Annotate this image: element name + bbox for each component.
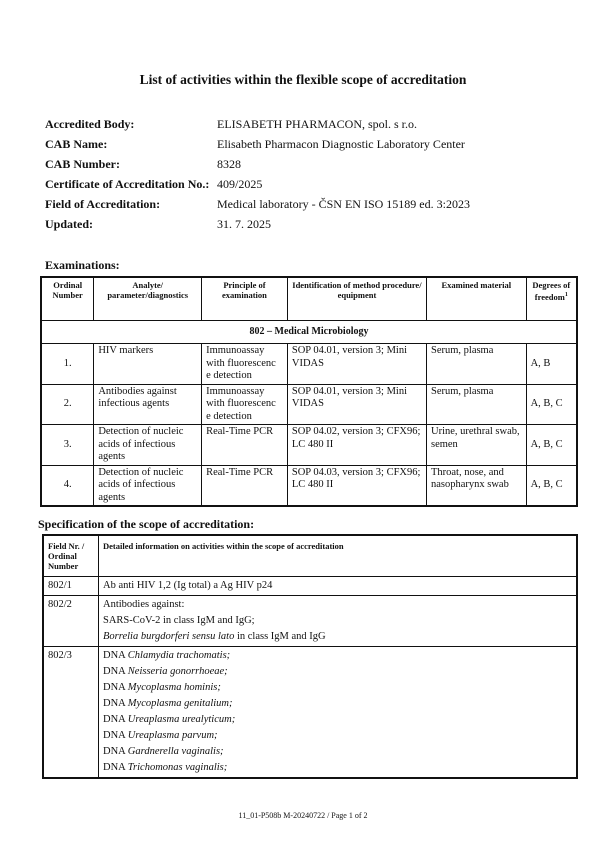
species-name: Ureaplasma urealyticum; (127, 714, 236, 725)
material-cell: Urine, urethral swab, semen (426, 425, 526, 466)
meta-row (45, 136, 470, 156)
examinations-heading: Examinations: (45, 258, 120, 272)
ordinal-cell: 1. (41, 344, 94, 385)
specification-table (42, 534, 578, 779)
detail-cell (99, 577, 578, 596)
line-prefix: DNA (103, 682, 128, 693)
footnote-marker: 1 (564, 292, 568, 298)
col-header-analyte: Analyte/ parameter/diagnostics (94, 277, 202, 321)
col-header-degrees (526, 277, 577, 321)
col-header-method: Identification of method procedure/ equipment (287, 277, 426, 321)
material-cell: Serum, plasma (426, 384, 526, 425)
meta-key: Certificate of Accreditation No.: (45, 177, 210, 191)
table-row (41, 344, 577, 385)
table-row (41, 425, 577, 466)
meta-row (45, 176, 470, 196)
meta-row (45, 196, 470, 216)
meta-value: ELISABETH PHARMACON, spol. s r.o. (217, 117, 418, 131)
detail-line (103, 613, 572, 629)
degrees-label: Degrees of freedom (532, 280, 571, 302)
meta-value: 409/2025 (217, 177, 263, 191)
line-prefix: DNA (103, 762, 128, 773)
analyte-cell: HIV markers (94, 344, 202, 385)
detail-line (103, 744, 572, 760)
meta-key: Field of Accreditation: (45, 197, 161, 211)
table-row (43, 596, 577, 647)
field-number-cell: 802/2 (43, 596, 99, 647)
line-text: Ab anti HIV 1,2 (Ig total) a Ag HIV p24 (103, 580, 273, 591)
method-cell: SOP 04.02, version 3; CFX96; LC 480 II (287, 425, 426, 466)
meta-row (45, 116, 470, 136)
document-title: List of activities within the flexible scope of accreditation (139, 72, 467, 87)
principle-cell: Immunoassay with fluorescenc e detection (202, 384, 288, 425)
page-footer: 11_01-P508b M-20240722 / Page 1 of 2 (238, 811, 368, 820)
principle-cell: Real-Time PCR (202, 425, 288, 466)
specification-heading: Specification of the scope of accreditation: (38, 517, 255, 531)
line-prefix: DNA (103, 650, 128, 661)
field-number-cell: 802/1 (43, 577, 99, 596)
detail-line (103, 728, 572, 744)
line-text: Antibodies against: (103, 599, 185, 610)
field-number-cell: 802/3 (43, 647, 99, 779)
meta-row (45, 216, 470, 236)
detail-line (103, 760, 572, 776)
table-header-row (41, 277, 577, 321)
degrees-cell: A, B, C (526, 384, 577, 425)
line-prefix: DNA (103, 714, 128, 725)
method-cell: SOP 04.01, version 3; Mini VIDAS (287, 384, 426, 425)
detail-line (103, 696, 572, 712)
material-cell: Serum, plasma (426, 344, 526, 385)
analyte-cell: Antibodies against infectious agents (94, 384, 202, 425)
meta-key: Updated: (45, 217, 94, 231)
degrees-cell: A, B, C (526, 465, 577, 506)
meta-row (45, 156, 470, 176)
detail-line (103, 680, 572, 696)
table-row (41, 384, 577, 425)
ordinal-cell: 4. (41, 465, 94, 506)
species-name: Trichomonas vaginalis; (127, 762, 228, 773)
species-name: Gardnerella vaginalis; (127, 746, 224, 757)
species-name: Mycoplasma genitalium; (127, 698, 233, 709)
col-header-principle: Principle of examination (202, 277, 288, 321)
species-name: Mycoplasma hominis; (127, 682, 221, 693)
method-cell: SOP 04.01, version 3; Mini VIDAS (287, 344, 426, 385)
line-text: in class IgM and IgG (234, 631, 326, 642)
col-header-material: Examined material (426, 277, 526, 321)
table-row (41, 465, 577, 506)
species-name: Ureaplasma parvum; (127, 730, 218, 741)
examinations-table (40, 276, 578, 507)
meta-value: Medical laboratory - ČSN EN ISO 15189 ed. 3:2023 (217, 197, 470, 211)
meta-key: CAB Number: (45, 157, 120, 171)
detail-line (103, 629, 572, 645)
principle-cell: Immunoassay with fluorescenc e detection (202, 344, 288, 385)
table-row (43, 647, 577, 779)
species-name: Borrelia burgdorferi sensu lato (103, 631, 235, 642)
species-name: Neisseria gonorrhoeae; (127, 666, 228, 677)
material-cell: Throat, nose, and nasopharynx swab (426, 465, 526, 506)
table-header-row (43, 535, 577, 577)
table-row (43, 577, 577, 596)
degrees-cell: A, B (526, 344, 577, 385)
group-row (41, 321, 577, 344)
analyte-cell: Detection of nucleic acids of infectious agents (94, 465, 202, 506)
detail-line (103, 712, 572, 728)
col-header-field: Field Nr. / Ordinal Number (43, 535, 99, 577)
col-header-ordinal: Ordinal Number (41, 277, 94, 321)
detail-cell (99, 647, 578, 779)
line-text: SARS-CoV-2 in class IgM and IgG; (103, 615, 255, 626)
detail-line (103, 578, 572, 594)
detail-line (103, 648, 572, 664)
ordinal-cell: 2. (41, 384, 94, 425)
method-cell: SOP 04.03, version 3; CFX96; LC 480 II (287, 465, 426, 506)
col-header-detail: Detailed information on activities within the scope of accreditation (99, 535, 578, 577)
meta-value: 31. 7. 2025 (217, 217, 271, 231)
detail-line (103, 597, 572, 613)
degrees-cell: A, B, C (526, 425, 577, 466)
accreditation-details (45, 116, 470, 236)
meta-key: Accredited Body: (45, 117, 135, 131)
meta-value: 8328 (217, 157, 241, 171)
meta-value: Elisabeth Pharmacon Diagnostic Laboratory Center (217, 137, 465, 151)
analyte-cell: Detection of nucleic acids of infectious agents (94, 425, 202, 466)
ordinal-cell: 3. (41, 425, 94, 466)
line-prefix: DNA (103, 746, 128, 757)
group-label: 802 – Medical Microbiology (41, 321, 577, 344)
principle-cell: Real-Time PCR (202, 465, 288, 506)
line-prefix: DNA (103, 730, 128, 741)
species-name: Chlamydia trachomatis; (127, 650, 231, 661)
detail-line (103, 664, 572, 680)
meta-key: CAB Name: (45, 137, 108, 151)
line-prefix: DNA (103, 666, 128, 677)
line-prefix: DNA (103, 698, 128, 709)
detail-cell (99, 596, 578, 647)
